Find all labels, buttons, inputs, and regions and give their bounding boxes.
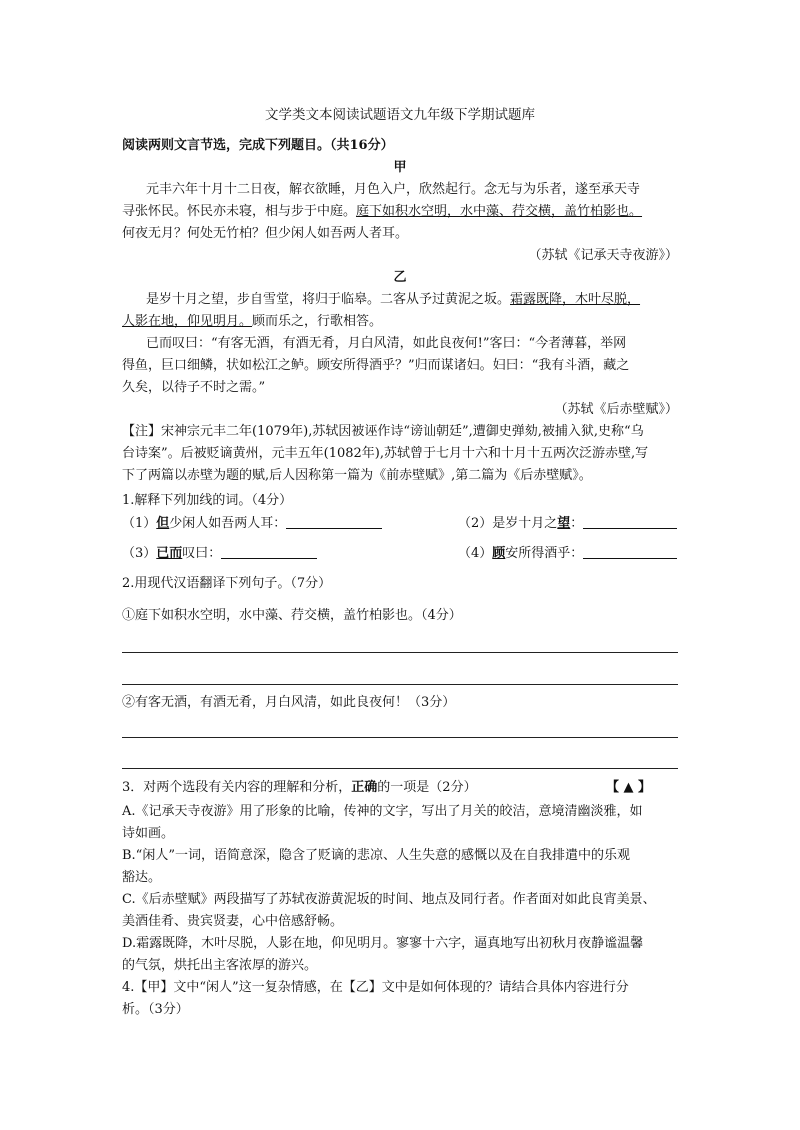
answer-line[interactable] [122,737,678,738]
question-4-stem-cont: 析。（3分） [122,1002,189,1017]
stem-emphasis: 正确 [351,780,378,795]
answer-blank[interactable] [583,544,677,559]
passage-yi-line [146,290,640,310]
passage-yi-line: 已而叹曰：“有客无酒，有酒无肴，月白风清，如此良夜何!”客曰：“今者薄暮，举网 [146,336,627,351]
option-c-cont: 美酒佳肴、贵宾贤妻，心中倍感舒畅。 [122,914,344,929]
item-text: 安所得酒乎： [505,546,584,561]
translate-sentence-2: ②有客无酒，有酒无肴，月白风清，如此良夜何！（3分） [122,695,456,710]
option-d-cont: 的气氛，烘托出主客浓厚的游兴。 [122,958,318,973]
option-b: B.“闲人”一词，语简意深，隐含了贬谪的悲凉、人生失意的感慨以及在自我排遣中的乐观 [122,848,630,863]
q1-item [122,514,382,534]
page-title: 文学类文本阅读试题语文九年级下学期试题库 [265,107,535,123]
source-citation: （苏轼《后赤壁赋》） [554,402,678,417]
target-word: 已而 [156,546,183,561]
underlined-sentence: 霜露既降，木叶尽脱， [510,292,641,307]
question-4-stem: 4.【甲】文中“闲人”这一复杂情感，在【乙】文中是如何体现的？请结合具体内容进行分 [122,980,629,995]
annotation-line: 【注】宋神宗元丰二年(1079年),苏轼因被诬作诗“谤讪朝廷”,遭御史弹劾,被捕入狱,史称“乌 [122,424,644,439]
passage-yi-label: 乙 [393,270,407,285]
answer-line[interactable] [122,652,678,653]
option-b-cont: 豁达。 [122,870,162,885]
answer-blank[interactable] [583,514,677,529]
q1-item [122,544,317,564]
target-word: 望 [557,516,571,531]
item-prefix: （1） [122,516,157,531]
passage-text: 寻张怀民。怀民亦未寝，相与步于中庭。 [122,204,357,219]
passage-text: 是岁十月之望，步自雪堂，将归于临皋。二客从予过黄泥之坂。 [146,292,511,307]
passage-jia-line: 元丰六年十月十二日夜，解衣欲睡，月色入户，欣然起行。念无与为乐者，遂至承天寺 [146,182,641,197]
underlined-sentence: 人影在地，仰见明月。 [122,314,253,329]
option-c: C.《后赤壁赋》两段描写了苏轼夜游黄泥坂的时间、地点及同行者。作者面对如此良宵美景、 [122,892,656,907]
annotation-line: 下了两篇以赤壁为题的赋,后人因称第一篇为《前赤壁赋》,第二篇为《后赤壁赋》。 [122,468,592,483]
question-3-stem [122,778,477,798]
passage-text: 顾而乐之，行歌相答。 [252,314,383,329]
question-1-stem: 1.解释下列加线的词。（4分） [122,493,293,508]
q1-item [458,544,677,564]
passage-jia-label: 甲 [393,160,407,175]
question-2-stem: 2.用现代汉语翻译下列句子。（7分） [122,576,332,591]
item-prefix: （2）是岁十月之 [458,516,558,531]
passage-yi-line [122,312,382,332]
answer-blank[interactable] [286,514,382,529]
answer-line[interactable] [122,768,678,769]
item-text: 少闲人如吾两人耳： [169,516,287,531]
option-a-cont: 诗如画。 [122,826,175,841]
answer-bracket[interactable]: 【 ▲ 】 [606,780,652,795]
target-word: 顾 [492,546,506,561]
item-prefix: （3） [122,546,157,561]
q1-item [458,514,677,534]
underlined-sentence: 庭下如积水空明，水中藻、荇交横，盖竹柏影也。 [356,204,643,219]
stem-text: 3．对两个选段有关内容的理解和分析， [122,780,352,795]
source-citation: （苏轼《记承天寺夜游》） [528,248,678,263]
target-word: 但 [156,516,170,531]
option-a: A.《记承天寺夜游》用了形象的比喻，传神的文字，写出了月关的皎洁，意境清幽淡雅，如 [122,804,643,819]
answer-line[interactable] [122,684,678,685]
passage-jia-line: 何夜无月？何处无竹柏？但少闲人如吾两人者耳。 [122,226,409,241]
item-text: 叹曰： [182,546,222,561]
passage-jia-line [122,202,642,222]
stem-text: 的一项是（2分） [377,780,477,795]
translate-sentence-1: ①庭下如积水空明，水中藻、荇交横，盖竹柏影也。（4分） [122,608,462,623]
passage-yi-line: 久矣，以待子不时之需。” [122,380,266,395]
answer-blank[interactable] [221,544,317,559]
passage-yi-line: 得鱼，巨口细鳞，状如松江之鲈。顾安所得酒乎？”归而谋诸妇。妇曰：“我有斗酒，藏之 [122,358,630,373]
option-d: D.霜露既降，木叶尽脱，人影在地，仰见明月。寥寥十六字，逼真地写出初秋月夜静谧温馨 [122,936,644,951]
item-text: ： [570,516,584,531]
item-prefix: （4） [458,546,493,561]
annotation-line: 台诗案”。后被贬谪黄州，元丰五年(1082年),苏轼曾于七月十六和十月十五两次泛游赤壁,写 [122,446,649,461]
instruction: 阅读两则文言节选，完成下列题目。（共16分） [122,138,394,153]
